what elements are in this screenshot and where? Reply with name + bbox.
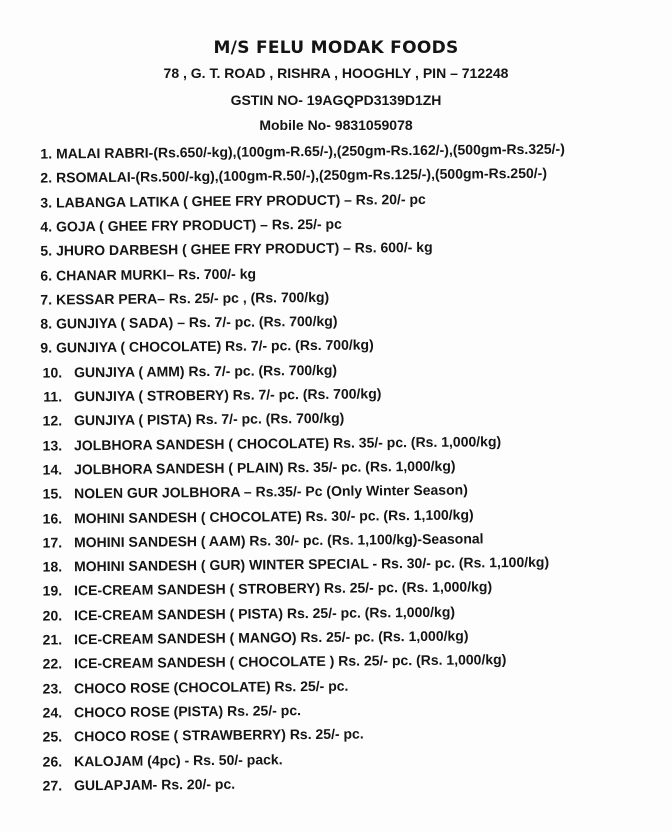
item-description: RSOMALAI-(Rs.500/-kg),(100gm-R.50/-),(250gm-Rs.125/-),(500gm-Rs.250/-) bbox=[55, 165, 548, 186]
item-number: 3. bbox=[40, 194, 53, 211]
item-description: MOHINI SANDESH ( AAM) Rs. 30/- pc. (Rs. 1,100/kg)-Seasonal bbox=[73, 530, 484, 551]
shop-name: M/S FELU MODAK FOODS bbox=[213, 38, 459, 58]
item-description: KESSAR PERA– Rs. 25/- pc , (Rs. 700/kg) bbox=[55, 288, 330, 308]
item-number: 16. bbox=[42, 509, 63, 527]
item-number: 1. bbox=[40, 145, 53, 162]
item-description: CHOCO ROSE ( STRAWBERRY) Rs. 25/- pc. bbox=[73, 725, 364, 745]
list-item bbox=[0, 164, 672, 186]
item-description: GUNJIYA ( CHOCOLATE) Rs. 7/- pc. (Rs. 700/kg) bbox=[55, 336, 374, 356]
item-number: 10. bbox=[42, 364, 63, 381]
item-description: ICE-CREAM SANDESH ( PISTA) Rs. 25/- pc. (Rs. 1,000/kg) bbox=[73, 603, 456, 623]
item-description: CHOCO ROSE (CHOCOLATE) Rs. 25/- pc. bbox=[73, 677, 349, 696]
item-number: 13. bbox=[42, 436, 63, 454]
item-number: 12. bbox=[42, 412, 63, 429]
item-number: 8. bbox=[40, 315, 53, 332]
list-item bbox=[0, 358, 672, 381]
item-number: 9. bbox=[40, 339, 53, 357]
item-description: ICE-CREAM SANDESH ( CHOCOLATE ) Rs. 25/- pc. (Rs. 1,000/kg) bbox=[73, 651, 507, 672]
list-item bbox=[0, 480, 672, 502]
list-item bbox=[0, 455, 672, 478]
item-number: 18. bbox=[42, 558, 63, 575]
item-number: 15. bbox=[42, 485, 63, 502]
item-number: 19. bbox=[42, 582, 63, 599]
list-item bbox=[0, 431, 672, 454]
item-description: GULAPJAM- Rs. 20/- pc. bbox=[73, 775, 236, 794]
item-description: MOHINI SANDESH ( CHOCOLATE) Rs. 30/- pc. (Rs. 1,100/kg) bbox=[73, 505, 474, 526]
item-description: GUNJIYA ( STROBERY) Rs. 7/- pc. (Rs. 700/kg) bbox=[73, 385, 382, 405]
item-number: 26. bbox=[42, 752, 63, 770]
list-item bbox=[0, 723, 672, 745]
mobile-number: Mobile No- 9831059078 bbox=[259, 117, 413, 133]
item-number: 24. bbox=[42, 704, 63, 721]
list-item bbox=[0, 528, 672, 551]
item-description: GOJA ( GHEE FRY PRODUCT) – Rs. 25/- pc bbox=[55, 215, 342, 235]
item-number: 20. bbox=[42, 607, 63, 624]
item-number: 23. bbox=[42, 679, 63, 697]
item-number: 27. bbox=[42, 777, 63, 794]
item-description: JHURO DARBESH ( GHEE FRY PRODUCT) – Rs. 600/- kg bbox=[55, 239, 433, 259]
list-item bbox=[0, 310, 672, 332]
item-description: ICE-CREAM SANDESH ( STROBERY) Rs. 25/- pc. (Rs. 1,000/kg) bbox=[73, 578, 493, 599]
item-description: MOHINI SANDESH ( GUR) WINTER SPECIAL - Rs. 30/- pc. (Rs. 1,100/kg) bbox=[73, 553, 550, 575]
list-item bbox=[0, 237, 672, 259]
item-description: CHOCO ROSE (PISTA) Rs. 25/- pc. bbox=[73, 702, 302, 721]
item-number: 6. bbox=[40, 267, 53, 284]
item-description: CHANAR MURKI– Rs. 700/- kg bbox=[55, 265, 257, 283]
item-description: JOLBHORA SANDESH ( PLAIN) Rs. 35/- pc. (Rs. 1,000/kg) bbox=[73, 457, 456, 478]
list-item bbox=[0, 674, 672, 697]
item-description: NOLEN GUR JOLBHORA – Rs.35/- Pc (Only Winter Season) bbox=[73, 481, 468, 502]
item-description: GUNJIYA ( AMM) Rs. 7/- pc. (Rs. 700/kg) bbox=[73, 361, 338, 380]
item-number: 5. bbox=[40, 242, 53, 259]
list-item bbox=[0, 261, 672, 284]
item-number: 4. bbox=[40, 218, 53, 235]
item-number: 17. bbox=[42, 534, 63, 551]
item-description: ICE-CREAM SANDESH ( MANGO) Rs. 25/- pc. (Rs. 1,000/kg) bbox=[73, 627, 469, 648]
item-description: MALAI RABRI-(Rs.650/-kg),(100gm-R.65/-),(250gm-Rs.162/-),(500gm-Rs.325/-) bbox=[55, 140, 565, 162]
list-item bbox=[0, 626, 672, 648]
list-item bbox=[0, 383, 672, 405]
item-number: 14. bbox=[42, 461, 63, 478]
item-description: GUNJIYA ( SADA) – Rs. 7/- pc. (Rs. 700/kg) bbox=[55, 312, 338, 332]
list-item bbox=[0, 698, 672, 721]
list-item bbox=[0, 650, 672, 672]
list-item bbox=[0, 577, 672, 599]
item-description: LABANGA LATIKA ( GHEE FRY PRODUCT) – Rs. 20/- pc bbox=[55, 190, 426, 211]
item-description: GUNJIYA ( PISTA) Rs. 7/- pc. (Rs. 700/kg) bbox=[73, 409, 345, 429]
list-item bbox=[0, 285, 672, 308]
list-item bbox=[0, 334, 672, 357]
shop-address: 78 , G. T. ROAD , RISHRA , HOOGHLY , PIN – 712248 bbox=[163, 65, 509, 81]
item-number: 22. bbox=[42, 655, 63, 672]
list-item bbox=[0, 140, 672, 162]
list-item bbox=[0, 407, 672, 429]
item-number: 21. bbox=[42, 631, 63, 648]
gstin-number: GSTIN NO- 19AGQPD3139D1ZH bbox=[230, 92, 442, 108]
list-item bbox=[0, 747, 672, 770]
list-item bbox=[0, 771, 672, 794]
list-item bbox=[0, 553, 672, 575]
item-number: 25. bbox=[42, 728, 63, 745]
item-number: 2. bbox=[40, 169, 53, 186]
item-number: 11. bbox=[43, 388, 63, 405]
list-item bbox=[0, 212, 672, 235]
item-description: KALOJAM (4pc) - Rs. 50/- pack. bbox=[73, 750, 283, 769]
list-item bbox=[0, 601, 672, 624]
list-item bbox=[0, 188, 672, 211]
item-number: 7. bbox=[40, 291, 53, 308]
item-description: JOLBHORA SANDESH ( CHOCOLATE) Rs. 35/- pc. (Rs. 1,000/kg) bbox=[73, 432, 502, 453]
list-item bbox=[0, 504, 672, 527]
